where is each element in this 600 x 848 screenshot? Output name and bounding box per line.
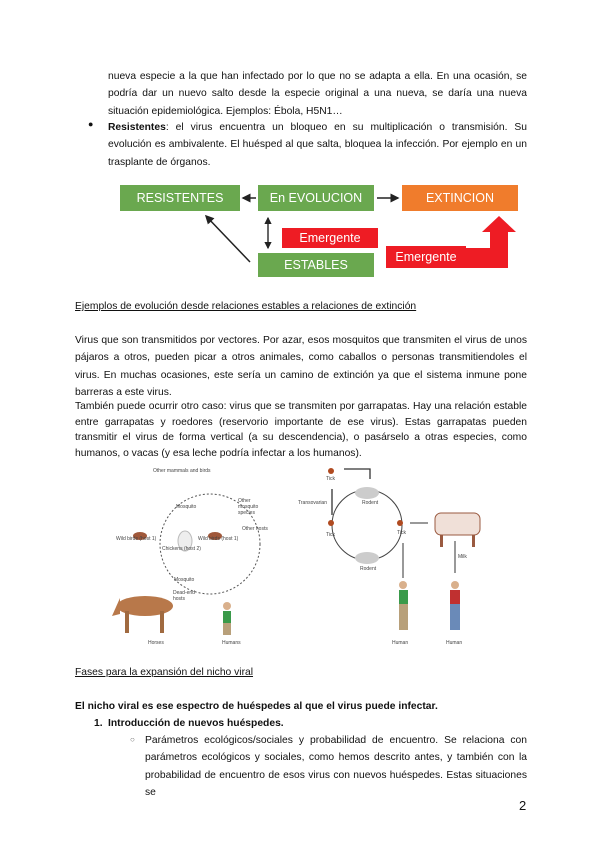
box-evolucion: En EVOLUCION: [258, 185, 374, 211]
label: Rodent: [362, 500, 379, 506]
box-emergente: Emergente: [282, 228, 378, 248]
circle-bullet-icon: ○: [130, 735, 135, 744]
heading-fases: Fases para la expansión del nicho viral: [75, 667, 254, 678]
diagram-arrows: [0, 0, 600, 290]
label: Rodent: [360, 566, 377, 572]
label: Wild birds (host 1): [116, 536, 157, 542]
label: Milk: [458, 554, 467, 560]
list-number: 1.: [94, 718, 103, 729]
label: Mosquito: [174, 577, 195, 583]
box-estables: ESTABLES: [258, 253, 374, 277]
label: Humans: [222, 640, 241, 646]
box-resistentes: RESISTENTES: [120, 185, 240, 211]
bullet-icon: ●: [88, 119, 94, 129]
label: Human: [446, 640, 463, 646]
box-emergente-2: Emergente: [386, 246, 466, 268]
label: Tick: [326, 476, 335, 482]
heading-ejemplos: Ejemplos de evolución desde relaciones estables a relaciones de extinción: [75, 301, 417, 312]
label: Other hosts: [242, 526, 268, 532]
sub-item-parametros: Parámetros ecológicos/sociales y probabilidad de encuentro. Se relaciona con parámetros ecológicos y sociales, como hemos descrito antes, y también con la probabilidad de encuentro de esos virus con nuevos huéspedes. Estas situaciones se: [145, 735, 527, 798]
paragraph-garrapatas: También puede ocurrir otro caso: virus que se transmiten por garrapatas. Hay una relación estable entre garrapatas y roedores (reservorio importante de ese virus). Estas garrapatas pueden transmitir el virus de forma vertical (a su descendencia), o pasárselo a otras especies, como humanos, o vacas (y esa leche podría infectar a los humanos).: [75, 401, 527, 459]
paragraph-vectores: Virus que son transmitidos por vectores. Por azar, esos mosquitos que transmiten el virus de unos pájaros a otros, pueden picar a otros animales, como caballos o personas transmitiendoles el virus. En muchas ocasiones, este sería un camino de extinción ya que el sistema inmune pone barreras a este virus.: [75, 335, 527, 398]
paragraph: nueva especie a la que han infectado por lo que no se adapta a ella. En una ocasión, se podría dar un nuevo salto desde la especie original a una nueva, se daría una nueva situación epidemiológica. Ejemplos: Ébola, H5N1…: [108, 71, 527, 117]
label: Tick: [326, 532, 335, 538]
label: Wild birds (host 1): [198, 536, 239, 542]
label: Other mosquito species: [238, 498, 259, 516]
label: Tick: [397, 530, 406, 536]
label: Human: [392, 640, 409, 646]
list-item-introduccion: Introducción de nuevos huéspedes.: [108, 718, 284, 729]
box-extincion: EXTINCION: [402, 185, 518, 211]
mosquito-cycle-drawing: [110, 466, 310, 641]
label: Horses: [148, 640, 164, 646]
text: : el virus encuentra un bloqueo en su multiplicación o transmisión. Su evolución es ambivalente. El huésped al que salta, bloquea la infección. Por ejemplo en un trasplante de órganos.: [108, 122, 527, 168]
term: Resistentes: [108, 122, 166, 133]
label: Dead-end hosts: [173, 590, 195, 602]
label: Transovarian: [298, 500, 327, 506]
label: Chickens (host 2): [162, 546, 201, 552]
nicho-definition: El nicho viral es ese espectro de huéspedes al que el virus puede infectar.: [75, 701, 438, 712]
label: Mosquito: [176, 504, 197, 510]
page-number: 2: [519, 798, 527, 813]
tick-cycle-drawing: [300, 463, 500, 638]
label: Other mammals and birds: [153, 468, 211, 474]
